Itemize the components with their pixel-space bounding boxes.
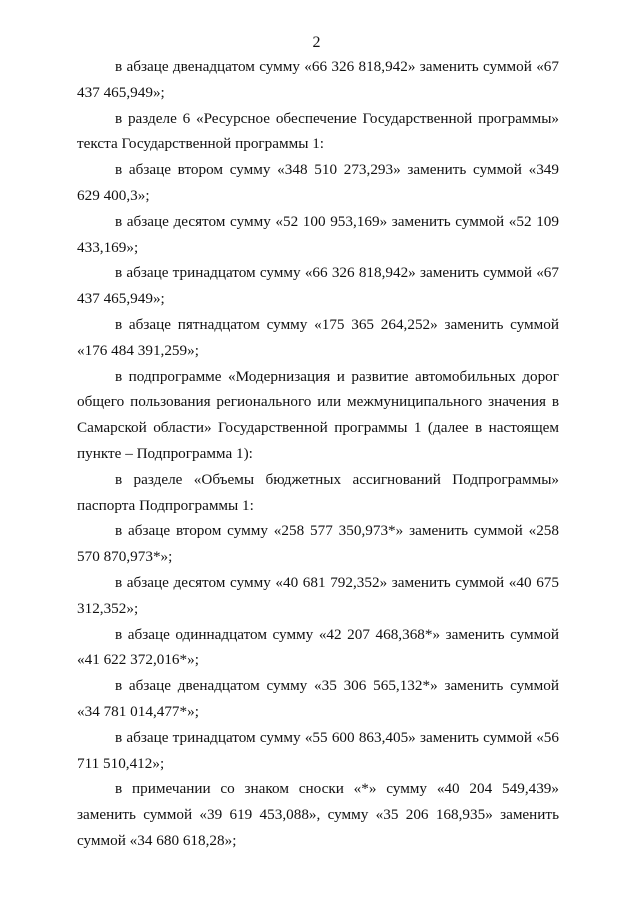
paragraph-12: в абзаце двенадцатом сумму «35 306 565,132*» заменить суммой «34 781 014,477*»; <box>77 677 559 720</box>
paragraph-6: в абзаце пятнадцатом сумму «175 365 264,252» заменить суммой «176 484 391,259»; <box>77 315 559 359</box>
paragraph-3: в абзаце втором сумму «348 510 273,293» заменить суммой «349 629 400,3»; <box>77 161 559 204</box>
paragraph-11: в абзаце одиннадцатом сумму «42 207 468,368*» заменить суммой «41 622 372,016*»; <box>77 625 559 669</box>
paragraph-9: в абзаце втором сумму «258 577 350,973*» заменить суммой «258 570 870,973*»; <box>77 522 559 566</box>
paragraph-13: в абзаце тринадцатом сумму «55 600 863,405» заменить суммой «56 711 510,412»; <box>77 728 559 772</box>
paragraph-7: в подпрограмме «Модернизация и развитие автомобильных дорог общего пользования регионального или межмуниципального значения в Самарской области» Государственной программы 1 (далее в настоящем пункте – Подпрограмма 1): <box>77 367 559 462</box>
paragraph-10: в абзаце десятом сумму «40 681 792,352» заменить суммой «40 675 312,352»; <box>77 573 559 617</box>
page-number: 2 <box>312 34 321 51</box>
paragraph-1: в абзаце двенадцатом сумму «66 326 818,942» заменить суммой «67 437 465,949»; <box>77 58 559 101</box>
paragraph-5: в абзаце тринадцатом сумму «66 326 818,942» заменить суммой «67 437 465,949»; <box>77 264 559 308</box>
paragraph-4: в абзаце десятом сумму «52 100 953,169» заменить суммой «52 109 433,169»; <box>77 212 559 256</box>
paragraph-14: в примечании со знаком сноски «*» сумму «40 204 549,439» заменить суммой «39 619 453,088», сумму «35 206 168,935» заменить суммой «34 680 618,28»; <box>77 780 559 849</box>
paragraph-8: в разделе «Объемы бюджетных ассигнований Подпрограммы» паспорта Подпрограммы 1: <box>77 470 559 514</box>
document-body <box>77 54 559 854</box>
paragraph-2: в разделе 6 «Ресурсное обеспечение Государственной программы» текста Государственной программы 1: <box>77 109 559 153</box>
